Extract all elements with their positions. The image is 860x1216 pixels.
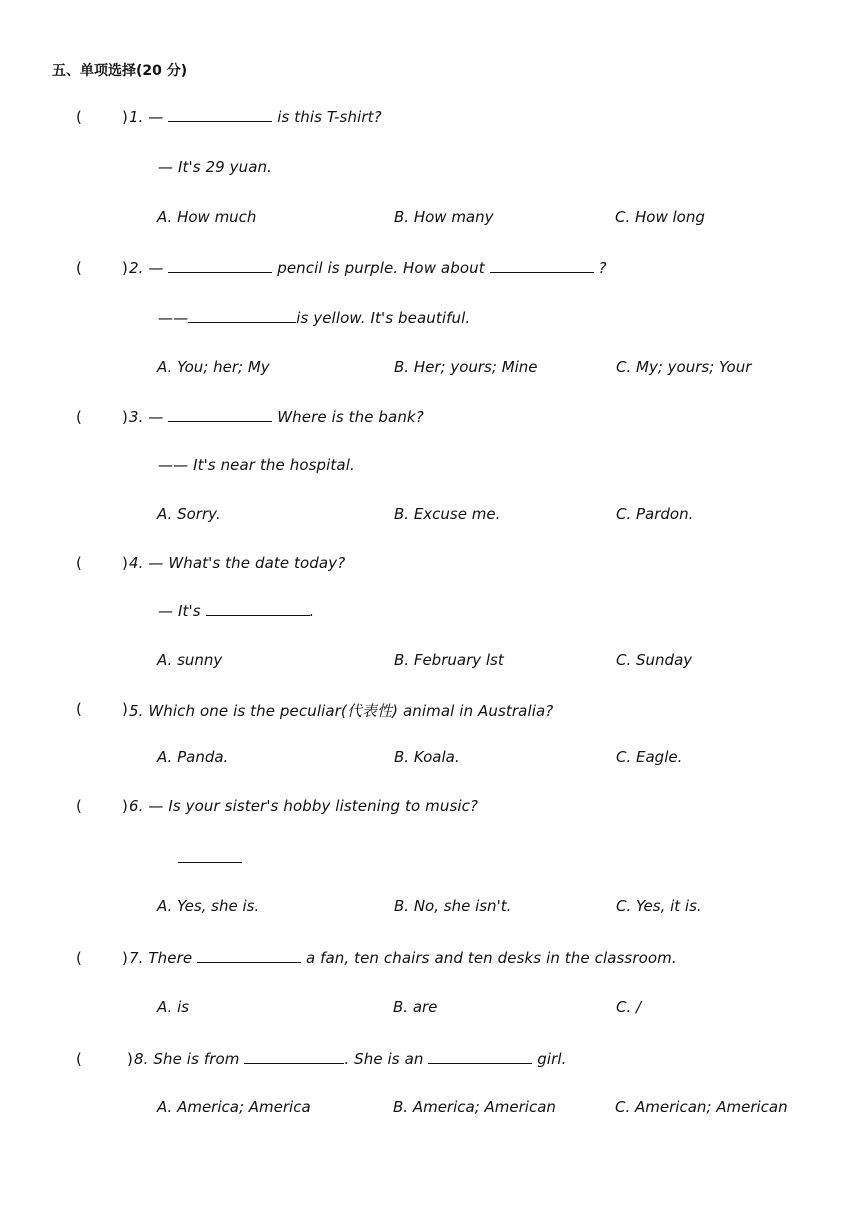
option-b: B. America; American	[393, 1098, 556, 1116]
answer-blank[interactable]	[206, 602, 310, 616]
answer-blank[interactable]	[168, 408, 272, 422]
answer-paren-open: (	[76, 108, 82, 126]
question-2-end: ?	[598, 259, 607, 277]
option-a: A. Sorry.	[157, 505, 221, 523]
question-2-number: 2. —	[129, 259, 164, 277]
option-a: A. You; her; My	[157, 358, 270, 376]
section-title: 五、单项选择(20 分)	[52, 63, 188, 79]
answer-blank[interactable]	[197, 949, 301, 963]
reply-suffix: is yellow. It's beautiful.	[296, 309, 471, 327]
answer-paren-open: (	[76, 408, 82, 426]
reply-prefix: ——	[158, 309, 189, 327]
question-8-number: 8. She is from	[134, 1050, 240, 1068]
option-b: B. Her; yours; Mine	[394, 358, 538, 376]
answer-paren-open: (	[76, 797, 82, 815]
answer-blank[interactable]	[244, 1050, 344, 1064]
option-b: B. February lst	[394, 651, 504, 669]
option-a: A. is	[157, 998, 190, 1016]
question-2-reply	[158, 309, 470, 327]
option-b: B. are	[393, 998, 438, 1016]
answer-paren-open: (	[76, 259, 82, 277]
answer-paren-close: )	[122, 797, 128, 815]
option-a: A. Yes, she is.	[157, 897, 260, 915]
option-a: A. Panda.	[157, 748, 229, 766]
answer-paren-close: )	[122, 700, 128, 718]
question-1-stem	[129, 108, 382, 126]
question-8-stem	[134, 1050, 567, 1068]
option-c: C. American; American	[615, 1098, 788, 1116]
answer-blank[interactable]	[168, 108, 272, 122]
question-3-number: 3. —	[129, 408, 164, 426]
option-b: B. Koala.	[394, 748, 460, 766]
option-b: B. How many	[394, 208, 494, 226]
question-8-end: girl.	[537, 1050, 567, 1068]
question-3-stem	[129, 408, 424, 426]
option-a: A. sunny	[157, 651, 223, 669]
option-b: B. No, she isn't.	[394, 897, 512, 915]
question-1-text: is this T-shirt?	[277, 108, 382, 126]
question-7-text: a fan, ten chairs and ten desks in the classroom.	[305, 949, 677, 967]
option-c: C. /	[616, 998, 642, 1016]
answer-blank[interactable]	[490, 259, 594, 273]
option-c: C. Yes, it is.	[616, 897, 702, 915]
question-3-text: Where is the bank?	[277, 408, 424, 426]
question-7-number: 7. There	[129, 949, 193, 967]
option-a: A. America; America	[157, 1098, 311, 1116]
question-6-stem: 6. — Is your sister's hobby listening to music?	[129, 797, 479, 815]
answer-paren-open: (	[76, 554, 82, 572]
option-c: C. Pardon.	[616, 505, 694, 523]
option-c: C. Eagle.	[616, 748, 683, 766]
question-8-text: . She is an	[344, 1050, 424, 1068]
option-c: C. My; yours; Your	[616, 358, 752, 376]
question-2-stem	[129, 259, 607, 277]
question-1-number: 1. —	[129, 108, 164, 126]
answer-blank[interactable]	[178, 862, 242, 863]
question-4-stem: 4. — What's the date today?	[129, 554, 346, 572]
question-7-stem	[129, 949, 677, 967]
answer-paren-close: )	[127, 1050, 133, 1068]
answer-blank[interactable]	[188, 309, 296, 323]
answer-paren-open: (	[76, 1050, 82, 1068]
answer-paren-open: (	[76, 949, 82, 967]
reply-suffix: .	[309, 602, 315, 620]
answer-paren-close: )	[122, 408, 128, 426]
question-1-reply: — It's 29 yuan.	[158, 158, 272, 176]
answer-paren-close: )	[122, 108, 128, 126]
answer-blank[interactable]	[428, 1050, 532, 1064]
answer-paren-open: (	[76, 700, 82, 718]
option-a: A. How much	[157, 208, 257, 226]
answer-paren-close: )	[122, 259, 128, 277]
reply-prefix: — It's	[158, 602, 201, 620]
answer-paren-close: )	[122, 949, 128, 967]
option-c: C. How long	[615, 208, 705, 226]
question-3-reply: —— It's near the hospital.	[158, 456, 355, 474]
question-4-reply	[158, 602, 314, 620]
option-c: C. Sunday	[616, 651, 693, 669]
question-2-text: pencil is purple. How about	[277, 259, 485, 277]
option-b: B. Excuse me.	[394, 505, 501, 523]
answer-blank[interactable]	[168, 259, 272, 273]
answer-paren-close: )	[122, 554, 128, 572]
question-5-stem: 5. Which one is the peculiar(代表性) animal in Australia?	[129, 702, 554, 720]
